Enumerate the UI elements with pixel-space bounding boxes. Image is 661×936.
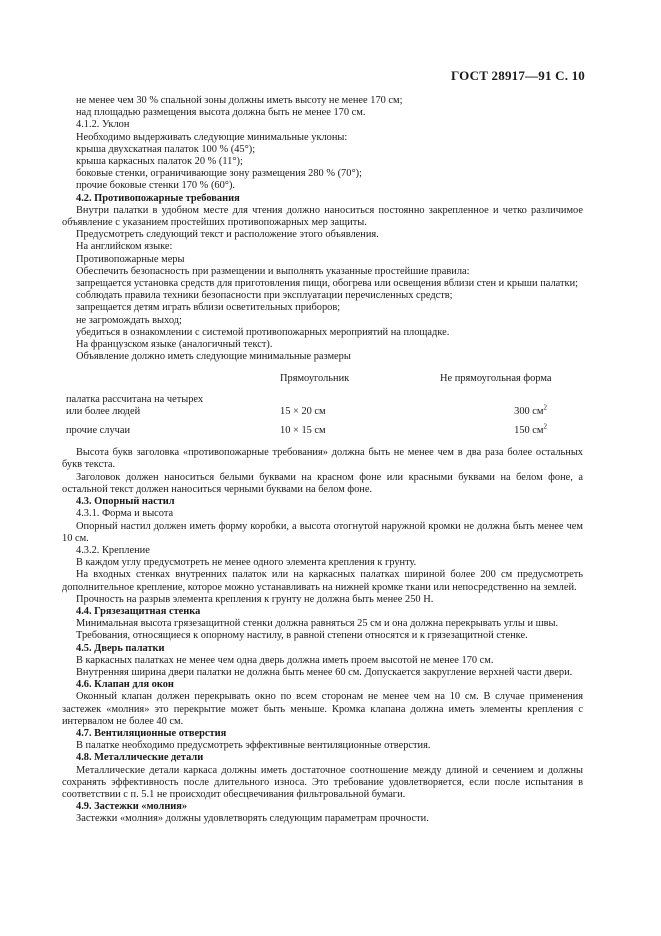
- paragraph: Металлические детали каркаса должны иметь достаточное соотношение между длиной и сечением и должны сохранять эффективность после длительного износа. Это требование удовлетворяется, если после испытания в соответствии с п. 5.1 не происходит обесцвечивания фильтровальной бумаги.: [62, 764, 583, 800]
- table-header: Не прямоугольная форма: [440, 373, 552, 385]
- table-header: Прямоугольник: [280, 373, 350, 385]
- subsection-heading: 4.1.2. Уклон: [76, 119, 130, 131]
- section-heading: 4.5. Дверь палатки: [76, 642, 165, 654]
- section-heading: 4.7. Вентиляционные отверстия: [76, 727, 227, 739]
- list-item: не загромождать выход;: [76, 314, 182, 326]
- spacer: [62, 437, 583, 447]
- paragraph: Внутренняя ширина двери палатки не должна быть менее 60 см. Допускается закругление верхней части двери.: [76, 666, 573, 678]
- paragraph: Объявление должно иметь следующие минимальные размеры: [76, 351, 351, 363]
- list-item: запрещается детям играть вблизи осветительных приборов;: [76, 302, 341, 314]
- subsection-heading: 4.3.1. Форма и высота: [76, 508, 174, 520]
- paragraph: Высота букв заголовка «противопожарные требования» должна быть не менее чем в два раза более остальных букв текста.: [62, 447, 583, 471]
- list-item: запрещается установка средств для приготовления пищи, обогрева или освещения вблизи стен и крыши палатки;: [76, 278, 579, 290]
- table-cell: или более людей: [66, 405, 141, 417]
- list-item: крыша каркасных палаток 20 % (11°);: [76, 156, 243, 168]
- paragraph: На французском языке (аналогичный текст).: [76, 339, 273, 351]
- spacer: [62, 363, 583, 373]
- section-heading: 4.3. Опорный настил: [76, 496, 175, 508]
- paragraph: Предусмотреть следующий текст и расположение этого объявления.: [76, 229, 379, 241]
- paragraph: Минимальная высота грязезащитной стенки должна равняться 25 см и она должна перекрывать углы и швы.: [76, 618, 559, 630]
- table-cell: палатка рассчитана на четырех: [66, 393, 204, 405]
- list-item: убедиться в ознакомлении с системой противопожарных мероприятий на площадке.: [76, 326, 450, 338]
- paragraph: Необходимо выдерживать следующие минимальные уклоны:: [76, 131, 348, 143]
- paragraph: Прочность на разрыв элемента крепления к грунту не должна быть менее 250 Н.: [76, 593, 434, 605]
- list-item: соблюдать правила техники безопасности при эксплуатации перечисленных средств;: [76, 290, 453, 302]
- section-heading: 4.4. Грязезащитная стенка: [76, 605, 201, 617]
- table-cell: 150 $см^2$: [514, 422, 547, 437]
- paragraph: Обеспечить безопасность при размещении и выполнять указанные простейшие правила:: [76, 265, 470, 277]
- section-heading: 4.6. Клапан для окон: [76, 679, 174, 691]
- paragraph: В палатке необходимо предусмотреть эффективные вентиляционные отверстия.: [76, 740, 431, 752]
- section-heading: 4.8. Металлические детали: [76, 752, 204, 764]
- list-item: крыша двухскатная палаток 100 % (45°);: [76, 143, 256, 155]
- paragraph: Заголовок должен наноситься белыми буквами на красном фоне или красными буквами на белом фоне, а остальной текст должен наноситься черными буквами на белом фоне.: [62, 471, 583, 495]
- paragraph: На входных стенках внутренних палаток или на каркасных палатках шириной более 200 см предусмотреть дополнительное крепление, которое можно устанавливать на нижней кромке ткани или непосредственно на землей.: [62, 569, 583, 593]
- paragraph: Требования, относящиеся к опорному настилу, в равной степени относятся и к грязезащитной стенке.: [76, 630, 528, 642]
- paragraph: Опорный настил должен иметь форму коробки, а высота отогнутой наружной кромки не должна быть менее чем 10 см.: [62, 520, 583, 544]
- table-header-row: [62, 373, 583, 385]
- page-header: ГОСТ 28917—91 С. 10: [451, 68, 585, 83]
- table-cell: прочие случаи: [66, 425, 131, 437]
- paragraph: над площадью размещения высота должна быть не менее 170 см.: [76, 107, 366, 119]
- paragraph: Оконный клапан должен перекрывать окно по всем сторонам не менее чем на 10 см. В случае применения застежек «молния» это перекрытие может быть меньше. Кромка клапана должна иметь элементы крепления с интервалом не более 40 см.: [62, 691, 583, 727]
- table-row: [62, 394, 583, 406]
- paragraph: В каркасных палатках не менее чем одна дверь должна иметь проем высотой не менее 170 см.: [76, 654, 494, 666]
- subsection-heading: 4.3.2. Крепление: [76, 544, 150, 556]
- section-heading: 4.2. Противопожарные требования: [76, 192, 240, 204]
- table-row: [62, 425, 583, 437]
- list-item: прочие боковые стенки 170 % (60°).: [76, 180, 236, 192]
- paragraph: Застежки «молния» должны удовлетворять следующим параметрам прочности.: [76, 813, 429, 825]
- paragraph: Внутри палатки в удобном месте для чтения должно наноситься постоянно закрепленное и четко различимое объявление с указанием простейших противопожарных мер защиты.: [62, 204, 583, 229]
- size-table: [62, 373, 583, 437]
- list-item: боковые стенки, ограничивающие зону размещения 280 % (70°);: [76, 168, 362, 180]
- paragraph: В каждом углу предусмотреть не менее одного элемента крепления к грунту.: [76, 557, 417, 569]
- table-cell: 10 × 15 см: [280, 425, 326, 437]
- paragraph: На английском языке:: [76, 241, 173, 253]
- paragraph: Противопожарные меры: [76, 253, 185, 265]
- document-body: [62, 95, 583, 826]
- table-cell: 300 $см^2$: [514, 403, 547, 417]
- section-heading: 4.9. Застежки «молния»: [76, 801, 188, 813]
- table-row: [62, 406, 583, 418]
- paragraph: не менее чем 30 % спальной зоны должны иметь высоту не менее 170 см;: [76, 95, 403, 106]
- table-cell: 15 × 20 см: [280, 405, 326, 417]
